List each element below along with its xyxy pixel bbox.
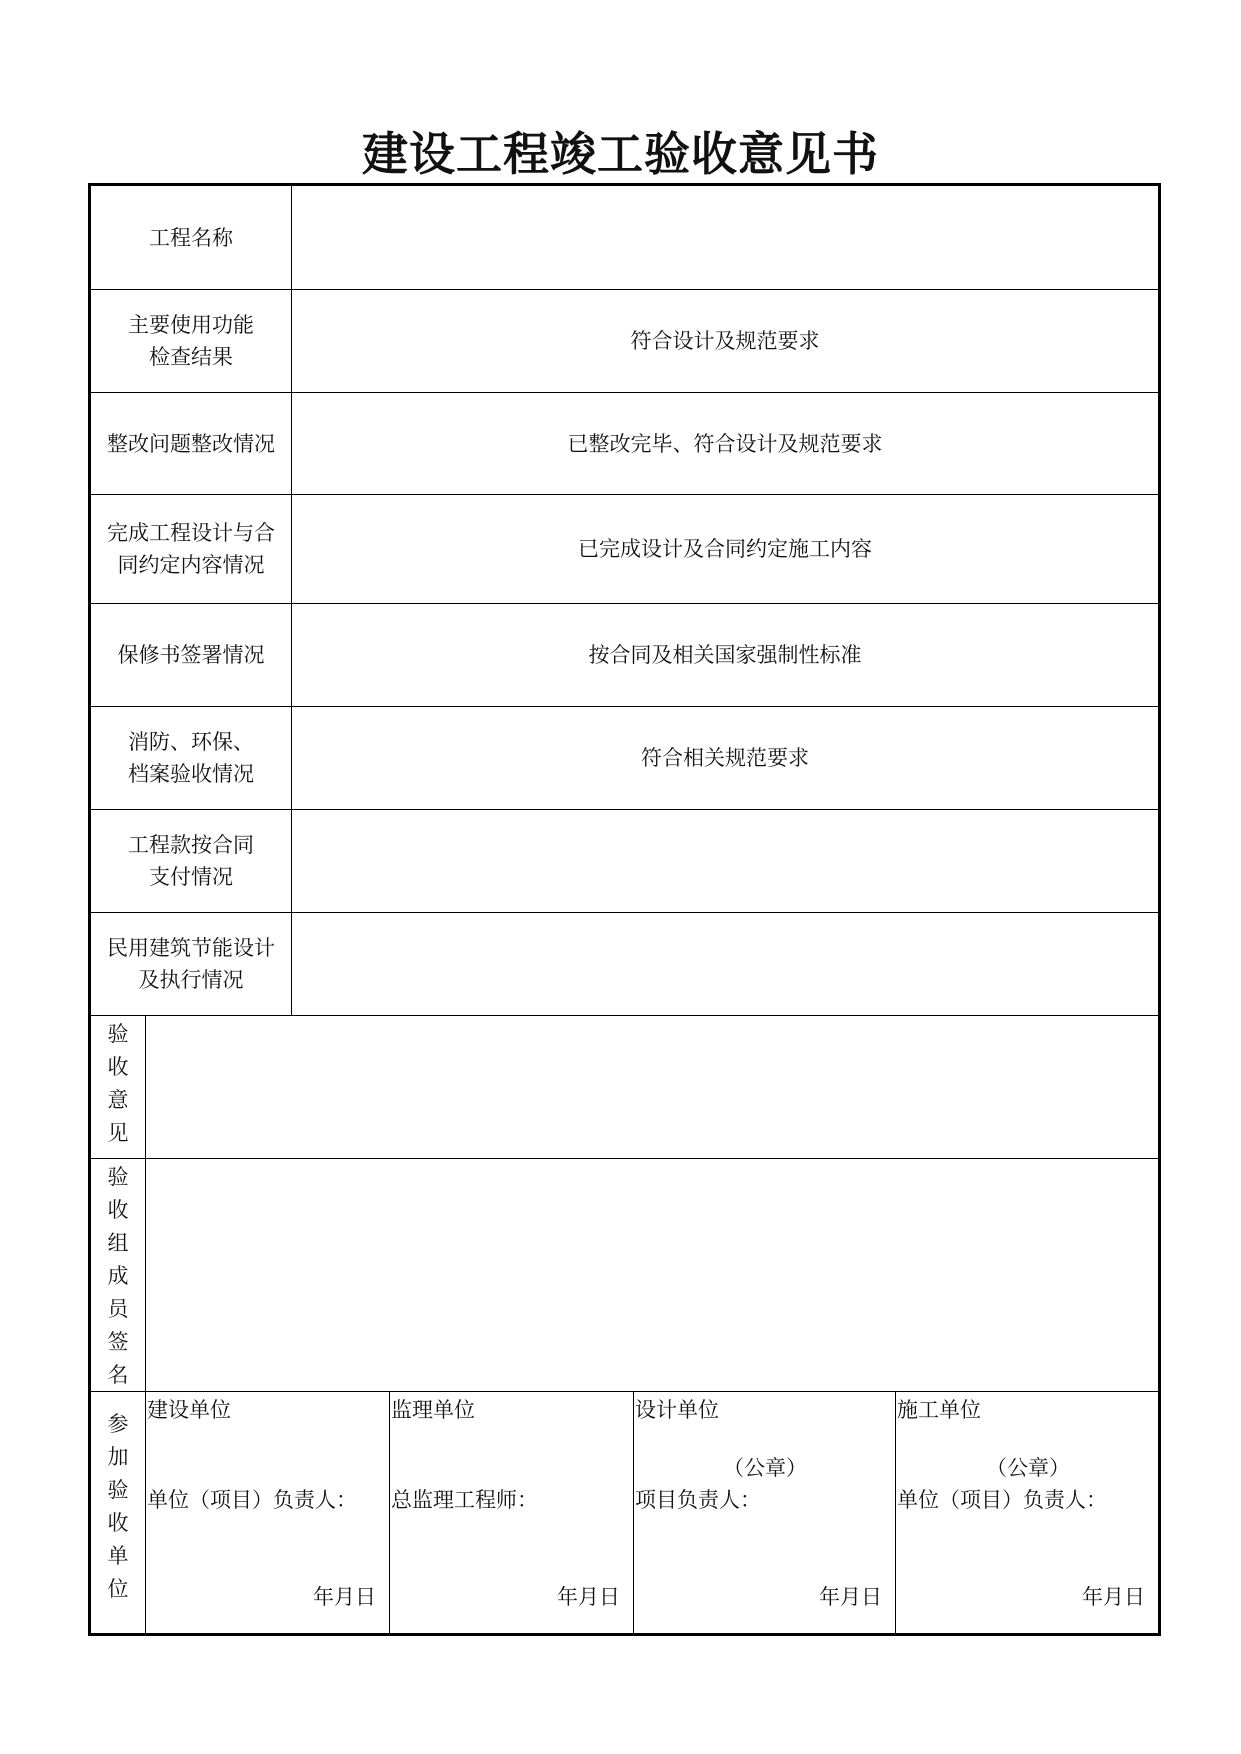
unit-date-owner: 年月日 <box>313 1585 376 1609</box>
field-payment[interactable] <box>292 810 1158 912</box>
column-divider <box>633 1391 634 1633</box>
document-title: 建设工程竣工验收意见书 <box>362 127 879 181</box>
field-member-signatures[interactable] <box>146 1159 1158 1391</box>
field-acceptance-opinion[interactable] <box>146 1016 1158 1158</box>
unit-signer-designer: 项目负责人： <box>635 1488 761 1512</box>
label-contract-completion: 完成工程设计与合 同约定内容情况 <box>107 521 275 577</box>
label-participating-units: 参 加 验 收 单 位 <box>107 1412 129 1601</box>
unit-signer-supervisor: 总监理工程师： <box>391 1488 538 1512</box>
label-acceptance-opinion: 验 收 意 见 <box>107 1022 129 1145</box>
label-member-signatures: 验 收 组 成 员 签 名 <box>107 1165 129 1387</box>
field-warranty[interactable]: 按合同及相关国家强制性标准 <box>588 643 862 667</box>
unit-name-designer: 设计单位 <box>635 1398 719 1422</box>
label-rectification: 整改问题整改情况 <box>107 431 275 456</box>
label-function-check: 主要使用功能 检查结果 <box>128 313 254 369</box>
label-warranty: 保修书签署情况 <box>117 643 265 667</box>
field-function-check[interactable]: 符合设计及规范要求 <box>630 329 820 353</box>
unit-date-contractor: 年月日 <box>1082 1585 1145 1609</box>
unit-date-designer: 年月日 <box>819 1585 882 1609</box>
label-energy-saving: 民用建筑节能设计 及执行情况 <box>107 936 275 992</box>
column-divider <box>389 1391 390 1633</box>
unit-signer-owner: 单位（项目）负责人： <box>147 1488 357 1512</box>
unit-name-contractor: 施工单位 <box>897 1398 981 1422</box>
column-divider <box>895 1391 896 1633</box>
unit-date-supervisor: 年月日 <box>557 1585 620 1609</box>
unit-seal-designer: （公章） <box>723 1456 807 1480</box>
acceptance-form-table <box>88 183 1161 1636</box>
row-divider <box>91 1391 1158 1392</box>
unit-signer-contractor: 单位（项目）负责人： <box>897 1488 1107 1512</box>
field-energy-saving[interactable] <box>292 913 1158 1015</box>
field-contract-completion[interactable]: 已完成设计及合同约定施工内容 <box>578 537 872 561</box>
label-payment: 工程款按合同 支付情况 <box>128 833 254 889</box>
field-project-name[interactable] <box>292 186 1158 289</box>
field-fire-env-archive[interactable]: 符合相关规范要求 <box>641 746 809 770</box>
unit-seal-contractor: （公章） <box>986 1456 1070 1480</box>
label-project-name: 工程名称 <box>149 225 233 250</box>
unit-name-owner: 建设单位 <box>147 1398 231 1422</box>
label-fire-env-archive: 消防、环保、 档案验收情况 <box>128 730 254 786</box>
field-rectification[interactable]: 已整改完毕、符合设计及规范要求 <box>567 431 883 456</box>
unit-name-supervisor: 监理单位 <box>391 1398 475 1422</box>
